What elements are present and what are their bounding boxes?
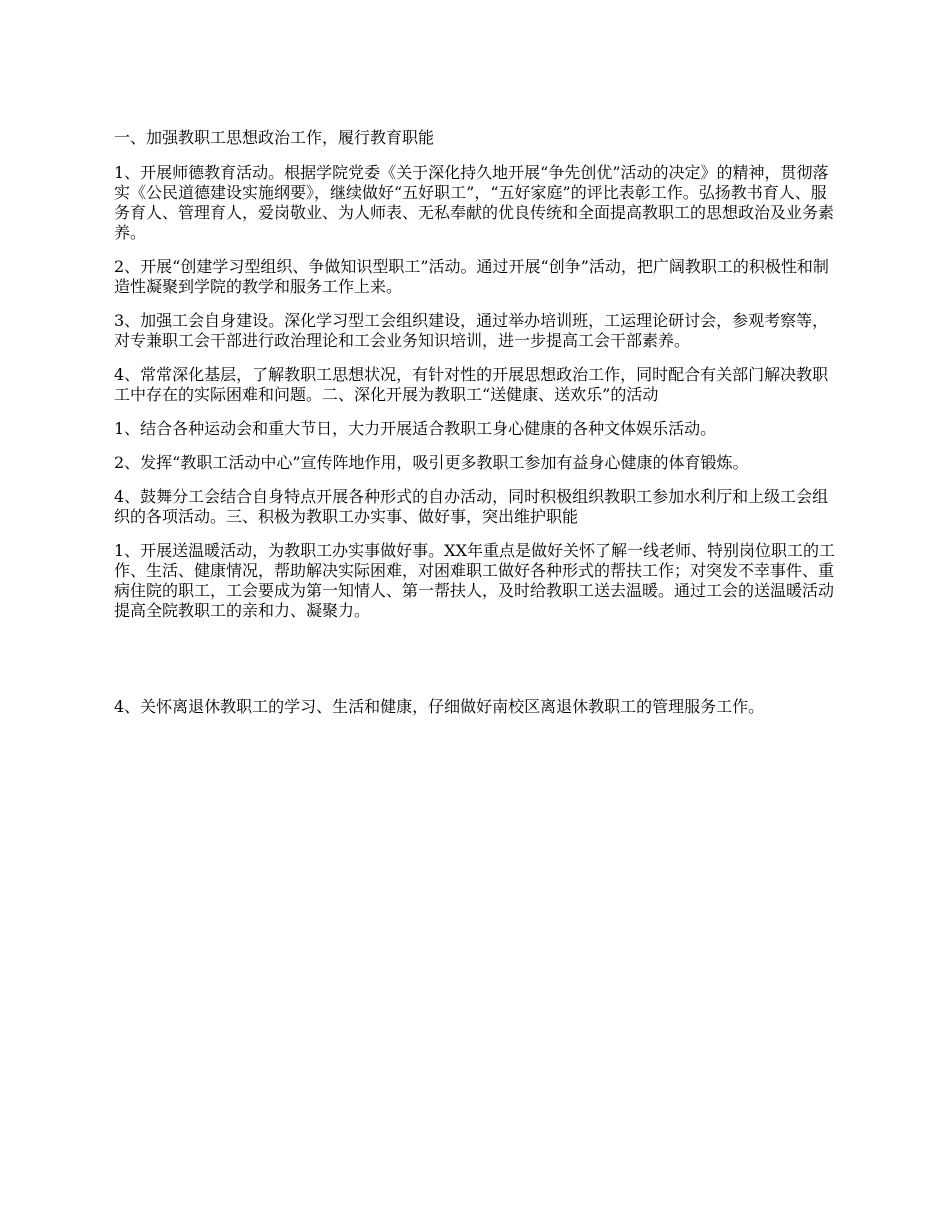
paragraph-1: 1、开展师德教育活动。根据学院党委《关于深化持久地开展“争先创优”活动的决定》的精神，贯彻落实《公民道德建设实施纲要》，继续做好“五好职工”，“五好家庭”的评比表彰工作。弘扬教书育人、服务育人、管理育人，爱岗敬业、为人师表、无私奉献的优良传统和全面提高教职工的思想政治及业务素养。 bbox=[114, 163, 835, 242]
paragraph-5: 1、结合各种运动会和重大节日，大力开展适合教职工身心健康的各种文体娱乐活动。 bbox=[114, 419, 717, 438]
paragraph-8: 1、开展送温暖活动，为教职工办实事做好事。XX年重点是做好关怀了解一线老师、特别岗位职工的工作、生活、健康情况，帮助解决实际困难，对困难职工做好各种形式的帮扶工作；对突发不幸事件、重病住院的职工，工会要成为第一知情人、第一帮扶人，及时给教职工送去温暖。通过工会的送温暖活动提高全院教职工的亲和力、凝聚力。 bbox=[114, 541, 835, 620]
paragraph-7: 4、鼓舞分工会结合自身特点开展各种形式的自办活动，同时积极组织教职工参加水利厅和上级工会组织的各项活动。三、积极为教职工办实事、做好事，突出维护职能 bbox=[114, 487, 829, 526]
blank-gap bbox=[114, 635, 836, 697]
paragraph-6: 2、发挥“教职工活动中心”宣传阵地作用，吸引更多教职工参加有益身心健康的体育锻炼。 bbox=[114, 453, 749, 472]
paragraph-2: 2、开展“创建学习型组织、争做知识型职工”活动。通过开展“创争”活动，把广阔教职工的积极性和制造性凝聚到学院的教学和服务工作上来。 bbox=[114, 257, 829, 296]
paragraph-3: 3、加强工会自身建设。深化学习型工会组织建设，通过举办培训班，工运理论研讨会，参观考察等，对专兼职工会干部进行政治理论和工会业务知识培训，进一步提高工会干部素养。 bbox=[114, 311, 829, 350]
paragraph-4: 4、常常深化基层，了解教职工思想状况，有针对性的开展思想政治工作，同时配合有关部门解决教职工中存在的实际困难和问题。二、深化开展为教职工“送健康、送欢乐”的活动 bbox=[114, 365, 829, 404]
section-heading: 一、加强教职工思想政治工作，履行教育职能 bbox=[114, 128, 435, 147]
paragraph-9: 4、关怀离退休教职工的学习、生活和健康，仔细做好南校区离退休教职工的管理服务工作。 bbox=[114, 697, 765, 716]
document-body bbox=[114, 128, 836, 731]
